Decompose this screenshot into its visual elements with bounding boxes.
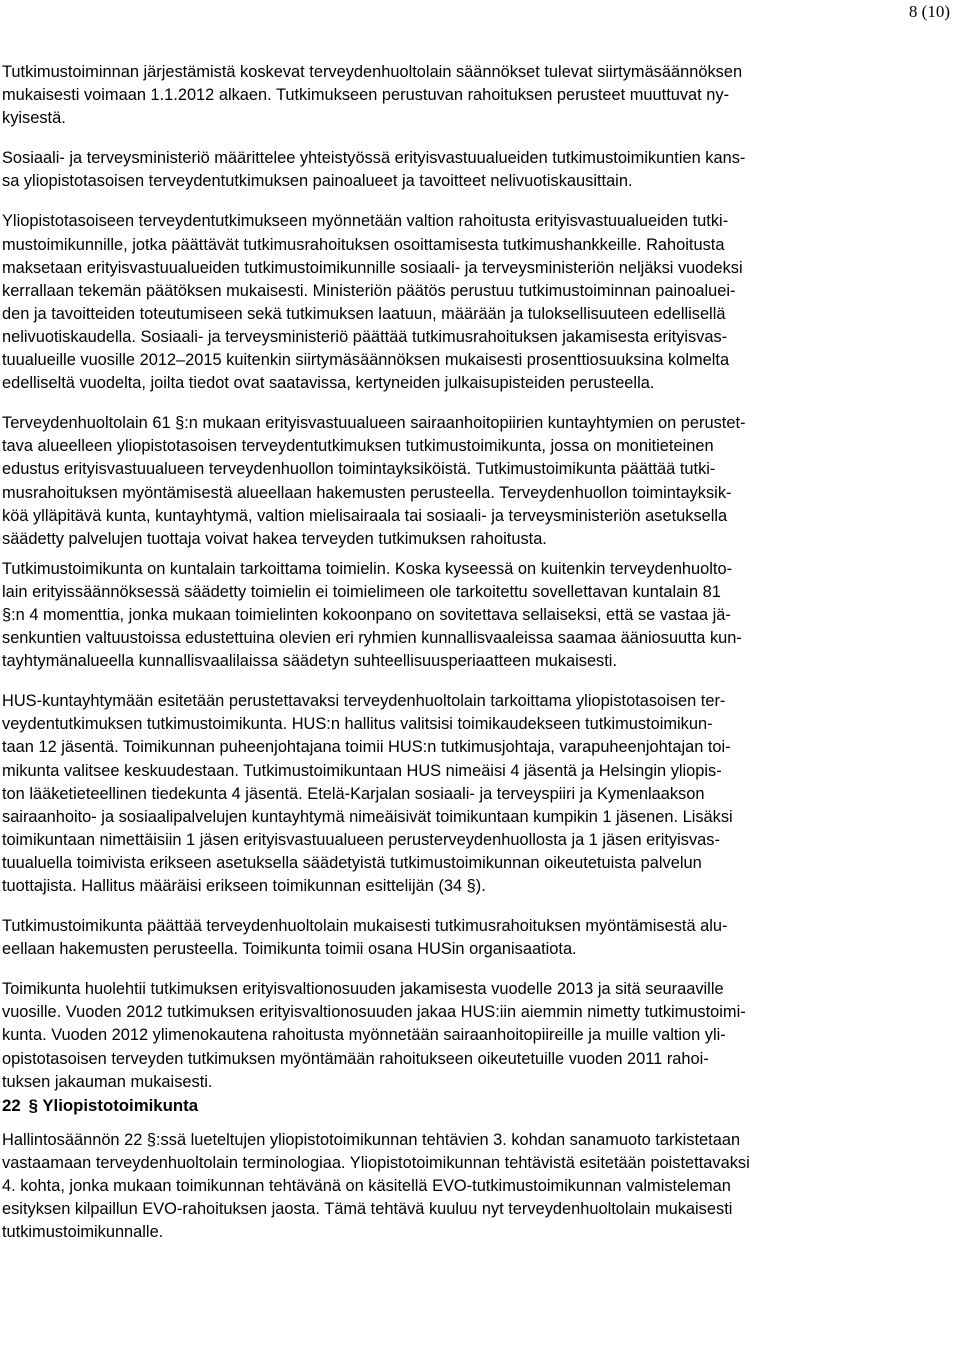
paragraph-state-funding: Yliopistotasoiseen terveydentutkimukseen myönnetään valtion rahoitusta erityisvastuualueiden tutki- mustoimikunnille, jotka päättävät tutkimusrahoituksen osoittamisesta tutkimushankkeille. Rahoitusta maksetaan erityisvastuualueiden tutkimustoimikunnille sosiaali- ja terveysministeriön neljäksi vuodeksi kerrallaan tekemän päätöksen mukaisesti. Ministeriön päätös perustuu tutkimustoiminnan painoaluei- den ja tavoitteiden toteutumiseen sekä tutkimuksen laatuun, määrään ja tuloksellisuuteen edellisellä nelivuotiskaudella. Sosiaali- ja terveysministeriö päättää tutkimusrahoituksen jakamisesta erityisvas- tuualueille vuosille 2012–2015 kuitenkin siirtymäsäännöksen mukaisesti prosenttiosuuksina kolmelta edelliseltä vuodelta, joilta tiedot ovat saatavissa, kertyneiden julkaisupisteiden perusteella.	[2, 212, 743, 393]
paragraph-research-committee-law: Terveydenhuoltolain 61 §:n mukaan erityisvastuualueen sairaanhoitopiirien kuntayhtymien on perustet- tava alueelleen yliopistotasoisen terveydentutkimuksen tutkimustoimikunta, jossa on monitieteinen edustus erityisvastuualueen terveydenhuollon toimintayksiköistä. Tutkimustoimikunta päättää tutki- musrahoituksen myöntämisestä alueellaan hakemusten perusteella. Terveydenhuollon toimintayksik- köä ylläpitävä kunta, kuntayhtymä, valtion mielisairaala tai sosiaali- ja terveysministeriön asetuksella säädetty palvelujen tuottaja voivat hakea terveyden tutkimuksen rahoitusta.	[2, 414, 746, 548]
section-number: 22	[2, 1095, 21, 1115]
document-body	[2, 61, 952, 1244]
section-heading	[2, 1094, 952, 1117]
paragraph-hus-committee: HUS-kuntayhtymään esitetään perustettavaksi terveydenhuoltolain tarkoittama yliopistotasoisen ter- veydentutkimuksen tutkimustoimikunta. HUS:n hallitus valitsisi toimikaudekseen tutkimustoimikun- taan 12 jäsentä. Toimikunnan puheenjohtajana toimii HUS:n tutkimusjohtaja, varapuheenjohtajan toi- mikunta valitsee keskuudestaan. Tutkimustoimikuntaan HUS nimeäisi 4 jäsentä ja Helsingin yliopis- ton lääketieteellinen tiedekunta 4 jäsentä. Etelä-Karjalan sosiaali- ja terveyspiiri ja Kymenlaakson sairaanhoito- ja sosiaalipalvelujen kuntayhtymä nimeäisivät toimikuntaan kumpikin 1 jäsenen. Lisäksi toimikuntaan nimettäisiin 1 jäsen erityisvastuualueen perusterveydenhuollosta ja 1 jäsen erityisvas- tuualuella toimivista erikseen asetuksella säädetyistä tutkimustoimikunnan oikeutetuista palvelun tuottajista. Hallitus määräisi erikseen toimikunnan esittelijän (34 §).	[2, 692, 733, 895]
page-number: 8 (10)	[908, 2, 950, 21]
paragraph-transition-provisions: Tutkimustoiminnan järjestämistä koskevat terveydenhuoltolain säännökset tulevat siirtymäsäännöksen mukaisesti voimaan 1.1.2012 alkaen. Tutkimukseen perustuvan rahoituksen perusteet muuttuvat ny- kyisestä.	[2, 63, 743, 128]
paragraph-committee-municipal-body: Tutkimustoimikunta on kuntalain tarkoittama toimielin. Koska kyseessä on kuitenkin terveydenhuolto- lain erityissäännöksessä säädetty toimielin ei toimielimeen ole tarkoitettu sovellettavan kuntalain 81 §:n 4 momenttia, jonka mukaan toimielinten kokoonpano on sovitettava sellaiseksi, että se vastaa jä- senkuntien valtuustoissa edustettuina olevien eri ryhmien kunnallisvaaleissa saamaa ääniosuutta kun- tayhtymänalueella kunnallisvaalilaissa säädetyn suhteellisuusperiaatteen mukaisesti.	[2, 559, 742, 671]
paragraph-university-committee: Hallintosäännön 22 §:ssä lueteltujen yliopistotoimikunnan tehtävien 3. kohdan sanamuoto tarkistetaan vastaamaan terveydenhuoltolain terminologiaa. Yliopistotoimikunnan tehtävistä esitetään poistettavaksi 4. kohta, jonka mukaan toimikunnan tehtävänä on käsitellä EVO-tutkimustoimikunnan valmisteleman esityksen kilpaillun EVO-rahoituksen jaosta. Tämä tehtävä kuuluu nyt terveydenhuoltolain mukaisesti tutkimustoimikunnalle.	[2, 1130, 750, 1242]
paragraph-committee-decisions: Tutkimustoimikunta päättää terveydenhuoltolain mukaisesti tutkimusrahoituksen myöntämisestä alu- eellaan hakemusten perusteella. Toimikunta toimii osana HUSin organisaatiota.	[2, 917, 728, 959]
paragraph-funding-distribution: Toimikunta huolehtii tutkimuksen erityisvaltionosuuden jakamisesta vuodelle 2013 ja sitä seuraaville vuosille. Vuoden 2012 tutkimuksen erityisvaltionosuuden jakaa HUS:iin aiemmin nimetty tutkimustoimi- kunta. Vuoden 2012 ylimenokautena rahoitusta myönnetään sairaanhoitopiireille ja muille valtion yli- opistotasoisen terveyden tutkimuksen myöntämään rahoitukseen oikeutetuille vuoden 2011 rahoi- tuksen jakauman mukaisesti.	[2, 980, 746, 1091]
section-title: § Yliopistotoimikunta	[28, 1095, 199, 1115]
paragraph-ministry-priorities: Sosiaali- ja terveysministeriö määrittelee yhteistyössä erityisvastuualueiden tutkimustoimikuntien kans- sa yliopistotasoisen terveydentutkimuksen painoalueet ja tavoitteet nelivuotiskausittain.	[2, 149, 746, 191]
